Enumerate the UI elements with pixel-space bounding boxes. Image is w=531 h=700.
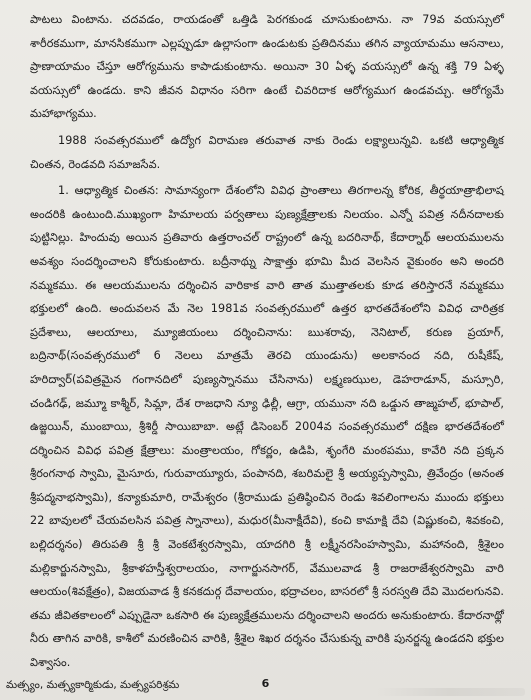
footer-title: మత్స్యం, మత్స్యకార్మికుడు, మత్స్యపరిశ్రమ <box>6 679 180 691</box>
print-bleed-mark <box>375 688 525 696</box>
paragraph-spiritual-journey: 1. ఆధ్యాత్మిక చింతన: సామాన్యంగా దేశంలోని వివిధ ప్రాంతాలు తిరగాలన్న కోరిక, తీర్థయాత్రాభిలాష అందరికి ఉంటుంది.ముఖ్యంగా హిమాలయ పర్వతాలు పుణ్యక్షేత్రాలకు నిలయం. ఎన్నో పవిత్ర నదీనదాలకు పుట్టినిల్లు. హిందువు అయిన ప్రతివారు ఉత్తరాంచల్ రాష్ట్రంలో ఉన్న బదరినాథ్, కేదార్నాథ్ ఆలయములను అవశ్యం సందర్శించాలని కోరుకుంటారు. బద్రీనాథ్ను సాక్షాత్తు భూమి మీద వెలసిన వైకుంఠం అని అందరి నమ్మకము. ఈ ఆలయములను దర్శించిన వారికాక వారి తాత ముత్తాతలకు కూడ తరిస్తారనే నమ్మకము భక్తులలో ఉంది. అందువలన మే నెల 1981వ సంవత్సరములో ఉత్తర భారతదేశంలోని వివిధ చారిత్రక ప్రదేశాలు, ఆలయాలు, మ్యూజియంలు దర్శించినాను: ఋశరావు, నెనిటాల్, కరుణ ప్రయాగ్, బద్రినాథ్(సంవత్సరములో 6 నెలలు మాత్రమే తెరచి యుండును) అలకానంద నది, రుషీకేష్, హరిద్వార్(పవిత్రమైన గంగానదిలో పుణ్యస్నానము చేసినాను) లక్ష్మణఝుల, డెహరాడూన్, మస్సూరి, చండిగఢ్, జమ్మూ కాశ్మీర్, సిమ్లా, దేశ రాజధాని న్యూ ఢిల్లీ, ఆగ్రా, యమునా నది ఒడ్డున తాజ్మహల్, భూపాల్, ఉజ్జయిన్, ముంబాయి, శ్రీశిర్డీ సాయిబాబా. అట్లే డిసెంబర్ 2004వ సంవత్సరములో దక్షిణ భారతదేశంలో దర్శించిన వివిధ పవిత్ర క్షేత్రాలు: మంత్రాలయం, గోకర్ణం, ఉడిపి, శృంగేరి మంఠపము, కావేరి నది ప్రక్కన శ్రీరంగనాథ స్వామి, మైసూరు, గురువాయ్యూరు, పంపానది, శబరిమలై శ్రీ అయ్యప్పస్వామి, త్రివేంద్రం (అనంత శ్రీపద్మనాభస్వామి), కన్యాకుమారి, రామేశ్వరం (శ్రీరాముడు ప్రతిష్ఠించిన రెండు శివలింగాలను ముందు భక్తులు 22 బావులలో చేయవలసిన పవిత్ర స్నానాలు), మధుర(మీనాక్షీదేవి), కంచి కామాక్షి దేవి (విష్ణుకంచి, శివకంచి, బల్లిదర్శనం) తిరుపతి శ్రీ శ్రీ వెంకటేశ్వరస్వామి, యాదగిరి శ్రీ లక్ష్మీనరసింహస్వామి, మహానంది, శ్రీశైలం మల్లికార్జునస్వామి, శ్రీకాళహస్తీశ్వరాలయం, నాగార్జునసాగర్, వేములవాడ శ్రీ రాజరాజేశ్వరస్వామి వారి ఆలయం(శివక్షేత్రం), విజయవాడ శ్రీ కనకదుర్గ దేవాలయం, భద్రాచలం, బాసరలో శ్రీ సరస్వతి దేవి మొదలగునవి. తమ జీవితకాలంలో ఎప్పుడైనా ఒకసారి ఈ పుణ్యక్షేత్రములను దర్శించాలని అందరు అనుకుంటారు. కేదారనాథ్లో నీరు తాగిన వారికి, కాశీలో మరణించిన వారికి, శ్రీశైల శిఖర దర్శనం చేసుకున్న వారికి పునర్జన్మ ఉండదని భక్తుల విశ్వాసం. <box>30 184 504 670</box>
body-text <box>30 8 504 675</box>
page-number: 6 <box>261 677 270 690</box>
paragraph-health: పాటలు వింటాను. చదవడం, రాయడంతో ఒత్తిడి పెరగకుండ చూసుకుంటాను. నా 79వ వయస్సులో శారీరకముగా, మానసికముగా ఎల్లప్పుడూ ఉల్లాసంగా ఉండుటకు ప్రతిదినము తగిన వ్యాయామము ఆసనాలు, ప్రాణాయామం చేస్తూ ఆరోగ్యమును కాపాడుకుంటాను. అయినా 30 ఏళ్ళ వయస్సులో ఉన్న శక్తి 79 ఏళ్ళ వయస్సులో ఉండదు. కాని జీవన విధానం సరిగా ఉంటే చివరిదాక ఆరోగ్యముగ ఉండవచ్చు. ఆరోగ్యమే మహాభాగ్యము. <box>30 13 504 121</box>
paragraph-retirement-goals: 1988 సంవత్సరములో ఉద్యోగ విరామణ తరువాత నాకు రెండు లక్ష్యాలున్నవి. ఒకటి ఆధ్యాత్మిక చింతన, రెండవది సమాజసేవ. <box>30 133 504 171</box>
